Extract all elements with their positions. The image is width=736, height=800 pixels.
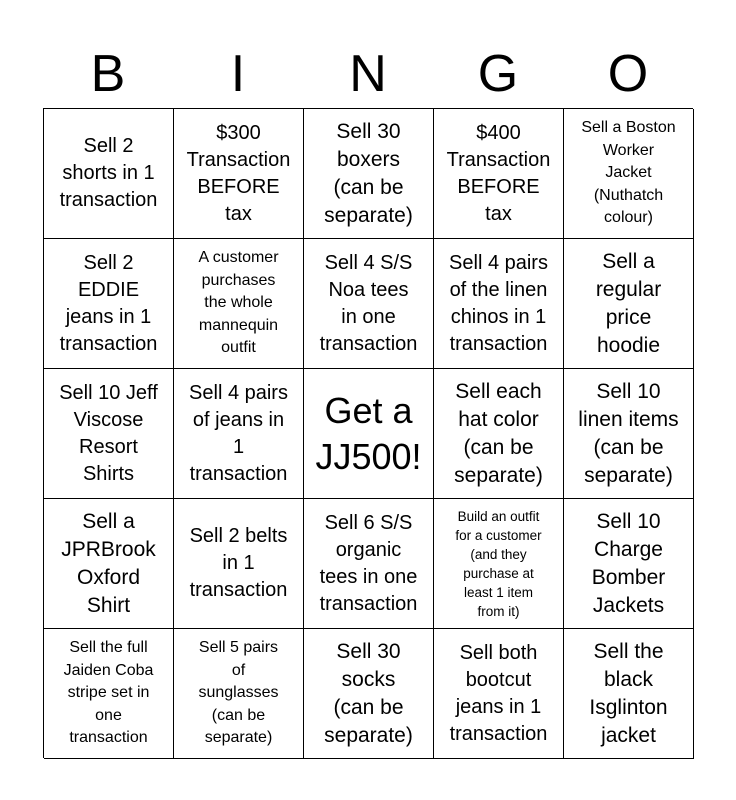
bingo-cell-free[interactable] [304,369,434,499]
cell-text: Sell 4 pairs of jeans in 1 transaction [189,381,288,485]
cell-text: Sell 2 shorts in 1 transaction [59,135,158,211]
bingo-cell-r1c3[interactable] [304,109,434,239]
cell-text: Build an outfit for a customer (and they purchase at least 1 item from it) [455,508,542,619]
bingo-cell-r2c3[interactable] [304,239,434,369]
cell-text: Sell the black Isglinton jacket [589,639,668,747]
bingo-cell-r4c3[interactable] [304,499,434,629]
bingo-cell-r4c2[interactable] [174,499,304,629]
bingo-card [43,108,693,758]
cell-text: Sell the full Jaiden Coba stripe set in one transaction [63,639,154,747]
cell-text: Sell 6 S/S organic tees in one transaction [319,511,418,615]
cell-text: Sell 10 linen items (can be separate) [578,379,679,487]
bingo-cell-r5c3[interactable] [304,629,434,759]
bingo-cell-r5c5[interactable] [564,629,694,759]
bingo-header [43,40,693,108]
cell-text: Sell a regular price hoodie [595,249,662,357]
cell-text: Sell 30 boxers (can be separate) [324,119,413,227]
bingo-cell-r3c5[interactable] [564,369,694,499]
cell-text: Sell 4 S/S Noa tees in one transaction [319,251,418,355]
cell-text: Sell 2 belts in 1 transaction [189,525,288,601]
bingo-cell-r5c2[interactable] [174,629,304,759]
bingo-cell-r1c1[interactable] [44,109,174,239]
bingo-cell-r1c2[interactable] [174,109,304,239]
cell-text: $300 Transaction BEFORE tax [186,121,291,225]
bingo-cell-r2c4[interactable] [434,239,564,369]
header-letter-i: I [230,45,246,103]
bingo-cell-r5c1[interactable] [44,629,174,759]
cell-text: Sell a JPRBrook Oxford Shirt [61,509,156,617]
cell-text: Sell a Boston Worker Jacket (Nuthatch colour) [581,119,676,227]
cell-text: Sell 10 Charge Bomber Jackets [591,509,666,617]
cell-text: $400 Transaction BEFORE tax [446,121,551,225]
bingo-cell-r4c5[interactable] [564,499,694,629]
cell-text: Sell 10 Jeff Viscose Resort Shirts [59,381,158,485]
header-letter-b: B [90,45,126,103]
bingo-cell-r1c4[interactable] [434,109,564,239]
header-letter-o: O [607,45,649,103]
bingo-cell-r3c2[interactable] [174,369,304,499]
cell-text: Sell 30 socks (can be separate) [324,639,413,747]
cell-text: Sell 4 pairs of the linen chinos in 1 transaction [449,251,548,355]
bingo-cell-r5c4[interactable] [434,629,564,759]
bingo-cell-r2c5[interactable] [564,239,694,369]
cell-text: Sell both bootcut jeans in 1 transaction [449,641,548,745]
bingo-cell-r3c4[interactable] [434,369,564,499]
cell-text: A customer purchases the whole mannequin outfit [198,249,279,357]
bingo-cell-r1c5[interactable] [564,109,694,239]
bingo-cell-r4c4[interactable] [434,499,564,629]
header-letter-n: N [349,45,387,103]
bingo-cell-r2c1[interactable] [44,239,174,369]
free-space-text: Get a JJ500! [315,389,422,477]
cell-text: Sell 5 pairs of sunglasses (can be separate) [198,639,279,747]
bingo-cell-r3c1[interactable] [44,369,174,499]
cell-text: Sell each hat color (can be separate) [454,379,543,487]
header-letter-g: G [477,45,519,103]
cell-text: Sell 2 EDDIE jeans in 1 transaction [59,251,158,355]
bingo-cell-r2c2[interactable] [174,239,304,369]
bingo-cell-r4c1[interactable] [44,499,174,629]
